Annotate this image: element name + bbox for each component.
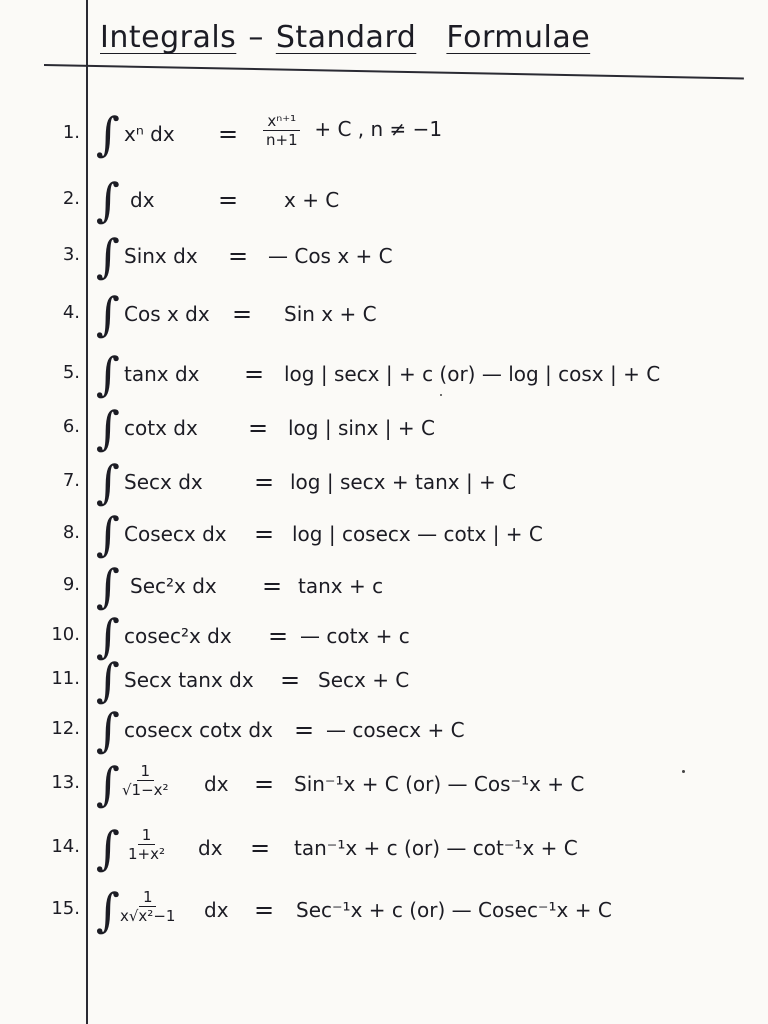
formula-result: log | sinx | + C <box>288 416 435 440</box>
formula-result: x + C <box>284 188 340 212</box>
title-word-standard: Standard <box>275 20 417 55</box>
formula-number: 9. <box>62 574 80 595</box>
title-word-integrals: Integrals <box>100 20 237 55</box>
integral-sign: ∫ <box>96 653 120 707</box>
formula-number: 3. <box>62 244 80 265</box>
formula-number: 11. <box>51 668 80 689</box>
formula-row <box>0 107 768 162</box>
integral-sign: ∫ <box>96 455 120 509</box>
formula-result: Sin x + C <box>284 302 377 326</box>
formula-result: log | secx + tanx | + C <box>290 470 517 494</box>
integrand: Cos x dx <box>124 302 210 326</box>
formula-row <box>0 703 768 758</box>
integrand: xⁿ dx <box>124 122 175 146</box>
formula-result: tanx + c <box>298 574 384 598</box>
integrand: dx <box>204 898 229 922</box>
fraction-denominator: 1+x² <box>128 845 166 863</box>
formula-row <box>0 229 768 284</box>
integrand-fraction-wrap <box>116 888 179 925</box>
integral-sign: ∫ <box>96 883 120 937</box>
integral-sign: ∫ <box>96 287 120 341</box>
equals-sign: = <box>262 572 283 600</box>
header-rule <box>44 64 744 79</box>
formula-result: tan⁻¹x + c (or) — cot⁻¹x + C <box>294 836 578 860</box>
integrand-fraction <box>116 888 179 925</box>
integrand: cosec²x dx <box>124 624 232 648</box>
integral-sign: ∫ <box>96 559 120 613</box>
equals-sign: = <box>254 770 275 798</box>
formula-result: log | cosecx — cotx | + C <box>292 522 543 546</box>
equals-sign: = <box>244 360 265 388</box>
title-word-formulae: Formulae <box>446 20 591 55</box>
formula-row <box>0 287 768 342</box>
formula-row <box>0 507 768 562</box>
integrand-fraction-wrap <box>124 826 169 863</box>
equals-sign: = <box>228 242 249 270</box>
formula-number: 10. <box>51 624 80 645</box>
integrand: dx <box>198 836 223 860</box>
integral-sign: ∫ <box>96 173 120 227</box>
integral-sign: ∫ <box>96 107 120 161</box>
formula-result: Sec⁻¹x + c (or) — Cosec⁻¹x + C <box>296 898 612 922</box>
formula-row <box>0 173 768 228</box>
integrand: Secx dx <box>124 470 203 494</box>
fraction-denominator: n+1 <box>266 131 298 149</box>
fraction-denominator: x√x²−1 <box>120 907 176 925</box>
integrand: Sinx dx <box>124 244 198 268</box>
equals-sign: = <box>254 520 275 548</box>
integral-sign: ∫ <box>96 703 120 757</box>
integrand: dx <box>204 772 229 796</box>
formula-row <box>0 757 768 812</box>
equals-sign: = <box>250 834 271 862</box>
formula-number: 5. <box>62 362 80 383</box>
integrand: tanx dx <box>124 362 200 386</box>
integral-sign: ∫ <box>96 401 120 455</box>
integrand: Secx tanx dx <box>124 668 254 692</box>
integrand-fraction <box>118 762 173 799</box>
integrand: dx <box>130 188 155 212</box>
formula-number: 7. <box>62 470 80 491</box>
formula-result: Secx + C <box>318 668 410 692</box>
integral-sign: ∫ <box>96 507 120 561</box>
equals-sign: = <box>248 414 269 442</box>
equals-sign: = <box>218 120 239 148</box>
fraction-numerator: 1 <box>138 826 156 845</box>
formula-result: — Cos x + C <box>268 244 393 268</box>
result-rest: + C , n ≠ −1 <box>314 117 443 141</box>
formula-row <box>0 559 768 614</box>
equals-sign: = <box>294 716 315 744</box>
formula-result: log | secx | + c (or) — log | cosx | + C <box>284 362 661 386</box>
formula-number: 1. <box>62 122 80 143</box>
formula-result: — cotx + c <box>300 624 410 648</box>
formula-number: 12. <box>51 718 80 739</box>
equals-sign: = <box>232 300 253 328</box>
integral-sign: ∫ <box>96 347 120 401</box>
integrand: Cosecx dx <box>124 522 227 546</box>
formula-number: 6. <box>62 416 80 437</box>
equals-sign: = <box>280 666 301 694</box>
formula-result: Sin⁻¹x + C (or) — Cos⁻¹x + C <box>294 772 585 796</box>
fraction-numerator: 1 <box>139 888 157 907</box>
integral-sign: ∫ <box>96 229 120 283</box>
integral-sign: ∫ <box>96 757 120 811</box>
fraction-numerator: xⁿ⁺¹ <box>263 112 300 131</box>
equals-sign: = <box>254 896 275 924</box>
equals-sign: = <box>254 468 275 496</box>
integrand: cosecx cotx dx <box>124 718 273 742</box>
integral-sign: ∫ <box>96 821 120 875</box>
integral-sign: ∫ <box>96 609 120 663</box>
ink-speck <box>440 394 442 396</box>
formula-row <box>0 883 768 938</box>
formula-row <box>0 401 768 456</box>
equals-sign: = <box>218 186 239 214</box>
fraction-denominator: √1−x² <box>122 781 169 799</box>
integrand: Sec²x dx <box>130 574 217 598</box>
formula-result <box>262 112 442 149</box>
fraction-numerator: 1 <box>137 762 155 781</box>
formula-number: 4. <box>62 302 80 323</box>
formula-row <box>0 821 768 876</box>
page-title <box>100 20 590 55</box>
integrand-fraction-wrap <box>118 762 173 799</box>
formula-number: 13. <box>51 772 80 793</box>
formula-number: 8. <box>62 522 80 543</box>
formula-number: 2. <box>62 188 80 209</box>
integrand-fraction <box>124 826 169 863</box>
title-dash: – <box>248 20 264 55</box>
formula-result: — cosecx + C <box>326 718 465 742</box>
formula-row <box>0 347 768 402</box>
formula-row <box>0 653 768 708</box>
formula-row <box>0 455 768 510</box>
result-fraction <box>262 112 302 149</box>
integrand: cotx dx <box>124 416 198 440</box>
ink-speck <box>682 770 685 773</box>
formula-number: 15. <box>51 898 80 919</box>
equals-sign: = <box>268 622 289 650</box>
formula-number: 14. <box>51 836 80 857</box>
